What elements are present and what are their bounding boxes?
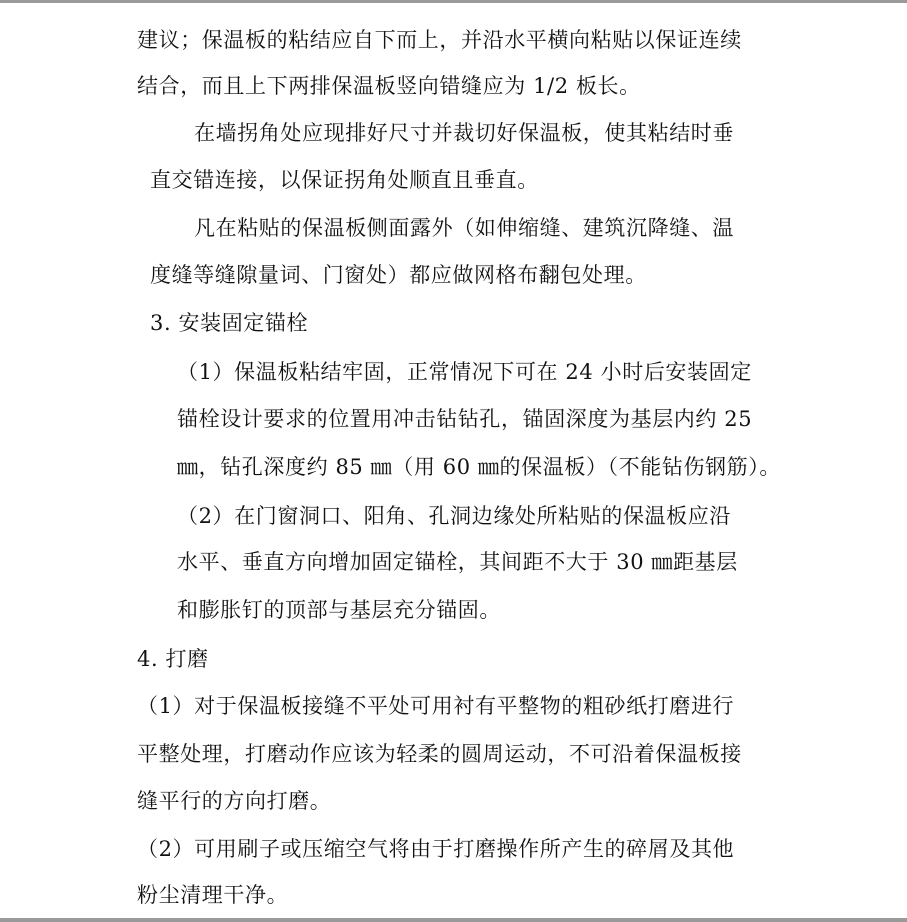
section-heading: 4. 打磨 bbox=[137, 647, 209, 671]
text-line: 度缝等缝隙量词、门窗处）都应做网格布翻包处理。 bbox=[150, 263, 647, 287]
text-line: 水平、垂直方向增加固定锚栓，其间距不大于 30 ㎜距基层 bbox=[177, 550, 738, 574]
bottom-border-rule bbox=[0, 918, 907, 922]
text-line: （1）保温板粘结牢固，正常情况下可在 24 小时后安装固定 bbox=[177, 360, 752, 384]
text-line: 凡在粘贴的保温板侧面露外（如伸缩缝、建筑沉降缝、温 bbox=[194, 216, 734, 240]
text-line: 结合，而且上下两排保温板竖向错缝应为 1/2 板长。 bbox=[137, 74, 641, 98]
text-line: （2）可用刷子或压缩空气将由于打磨操作所产生的碎屑及其他 bbox=[137, 837, 735, 861]
text-line: 缝平行的方向打磨。 bbox=[137, 789, 332, 813]
text-line: 粉尘清理干净。 bbox=[137, 883, 289, 907]
section-heading: 3. 安装固定锚栓 bbox=[150, 311, 309, 335]
text-line: 锚栓设计要求的位置用冲击钻钻孔，锚固深度为基层内约 25 bbox=[177, 407, 753, 431]
text-line: （1）对于保温板接缝不平处可用衬有平整物的粗砂纸打磨进行 bbox=[137, 694, 735, 718]
text-line: ㎜，钻孔深度约 85 ㎜（用 60 ㎜的保温板）（不能钻伤钢筋）。 bbox=[177, 455, 781, 479]
top-border-rule bbox=[0, 0, 907, 3]
text-line: 和膨胀钉的顶部与基层充分锚固。 bbox=[177, 598, 501, 622]
text-line: 直交错连接，以保证拐角处顺直且垂直。 bbox=[150, 168, 539, 192]
text-line: 平整处理，打磨动作应该为轻柔的圆周运动，不可沿着保温板接 bbox=[137, 742, 742, 766]
text-line: 建议；保温板的粘结应自下而上，并沿水平横向粘贴以保证连续 bbox=[137, 28, 742, 52]
text-line: （2）在门窗洞口、阳角、孔洞边缘处所粘贴的保温板应沿 bbox=[177, 504, 731, 528]
text-line: 在墙拐角处应现排好尺寸并裁切好保温板，使其粘结时垂 bbox=[194, 121, 734, 145]
